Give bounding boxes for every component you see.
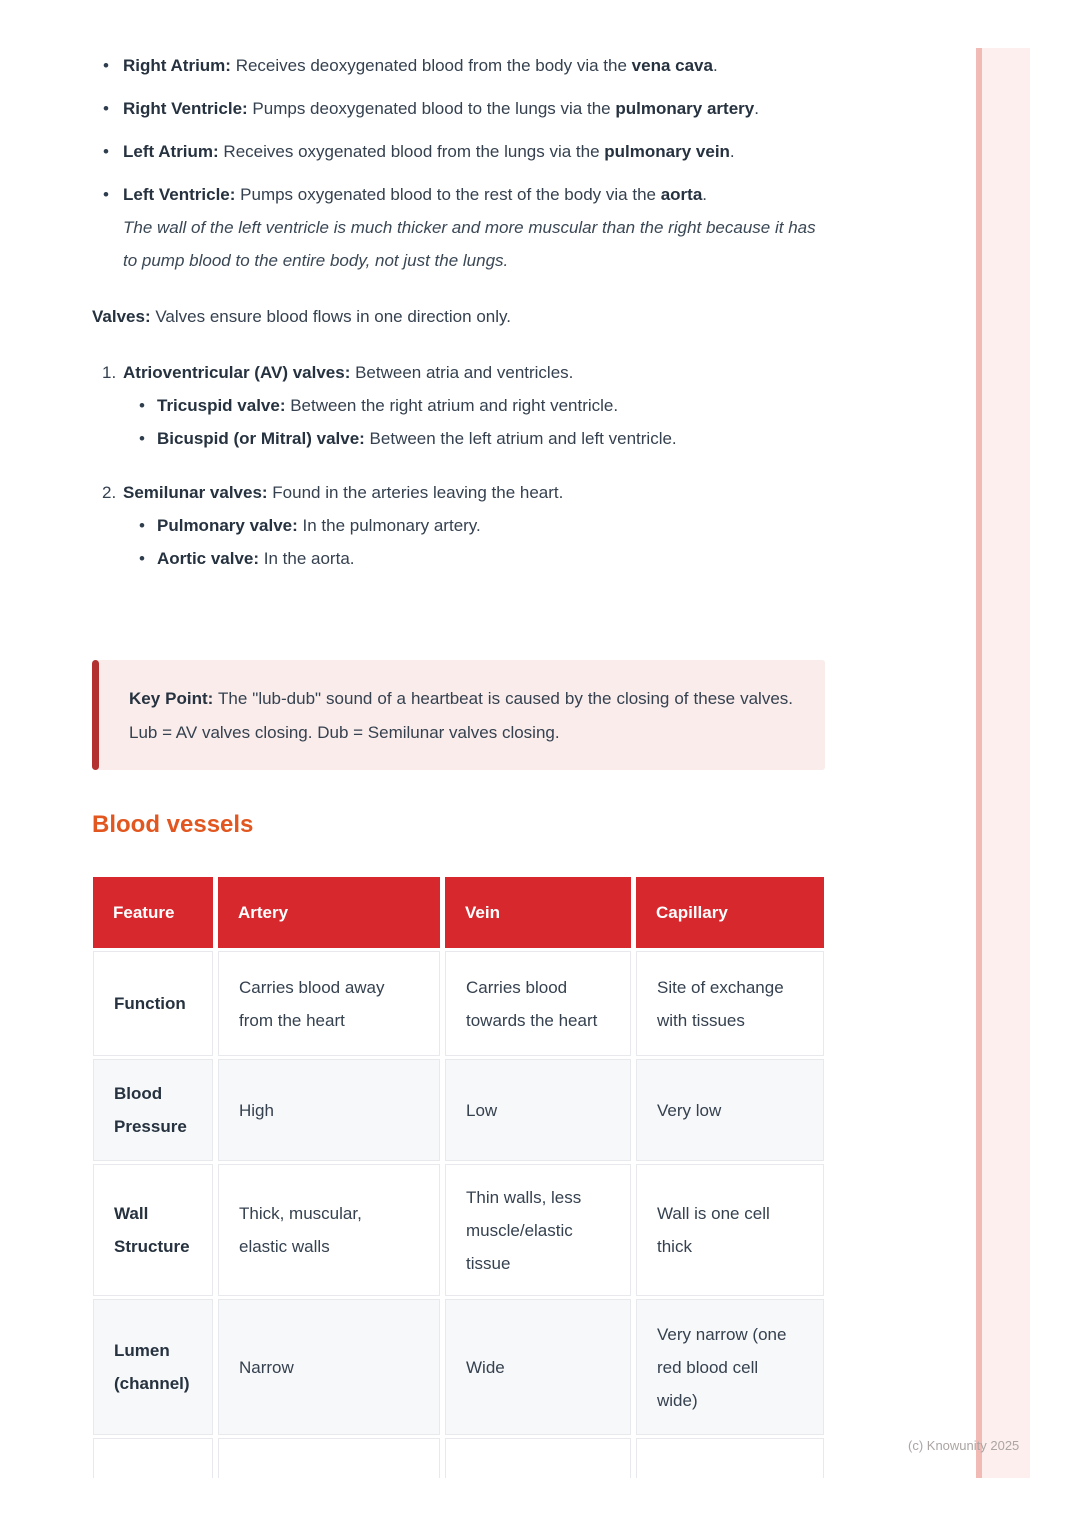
- text-run: Tricuspid valve:: [157, 396, 286, 415]
- list-item-text: [123, 135, 825, 168]
- text-run: .: [702, 185, 708, 204]
- table-cell: [445, 1164, 631, 1296]
- cell-text: Lumen (channel): [114, 1341, 190, 1393]
- text-run: Key Point:: [129, 689, 214, 708]
- table-cell: [445, 951, 631, 1056]
- bullet-icon: •: [139, 516, 145, 535]
- bullet-icon: •: [139, 396, 145, 415]
- cell-text: Carries blood towards the heart: [466, 977, 598, 1030]
- text-run: Pulmonary valve:: [157, 516, 298, 535]
- text-run: .: [729, 142, 735, 161]
- list-item-text: [123, 476, 825, 509]
- text-run: Between the left atrium and left ventricle.: [364, 429, 677, 448]
- table-cell: [636, 1164, 824, 1296]
- cell-text: Wide: [466, 1357, 505, 1377]
- list-item-left-ventricle: [92, 178, 825, 277]
- list-item-bicuspid: [123, 422, 825, 455]
- table-cell: [445, 1059, 631, 1161]
- text-run: Right Ventricle:: [123, 99, 248, 118]
- valves-intro-paragraph: [92, 300, 825, 333]
- cell-text: High: [239, 1100, 274, 1120]
- text-run: Valves ensure blood flows in one direction only.: [150, 307, 511, 326]
- text-run: Valves:: [92, 307, 151, 326]
- text-run: The wall of the left ventricle is much thicker and more muscular than the right because it has to pump blood to the entire body, not just the lungs.: [123, 218, 816, 270]
- text-run: Pumps oxygenated blood to the rest of the body via the: [235, 185, 661, 204]
- valve-types-list: [92, 356, 825, 575]
- list-item-aortic-valve: [123, 542, 825, 575]
- callout-accent-bar: [92, 660, 99, 770]
- text-run: Receives oxygenated blood from the lungs via the: [218, 142, 605, 161]
- header-label: Capillary: [656, 903, 728, 922]
- cell-text: Carries blood away from the heart: [239, 977, 385, 1030]
- table-cell: [445, 1299, 631, 1435]
- list-item-text: [123, 356, 825, 389]
- list-item-right-atrium: [92, 49, 825, 82]
- left-ventricle-note: [123, 211, 825, 277]
- cell-text: Very narrow (one red blood cell wide): [657, 1324, 787, 1410]
- copyright-watermark: (c) Knowunity 2025: [908, 1438, 1020, 1453]
- list-item-text: [157, 389, 825, 422]
- key-point-callout: [92, 660, 825, 770]
- bullet-icon: •: [139, 549, 145, 568]
- cell-text: Blood Pressure: [114, 1084, 187, 1136]
- text-run: vena cava: [631, 56, 713, 75]
- bullet-icon: •: [103, 99, 109, 118]
- list-item-right-ventricle: [92, 92, 825, 125]
- text-run: Between atria and ventricles.: [350, 363, 574, 382]
- cell-text: Wall is one cell thick: [657, 1204, 770, 1256]
- cell-text: Site of exchange with tissues: [657, 977, 784, 1030]
- table-header-artery: [218, 877, 440, 948]
- table-cell: [218, 1299, 440, 1435]
- text-run: aorta: [660, 185, 703, 204]
- table-cell-row-label: [93, 951, 213, 1056]
- list-item-tricuspid: [123, 389, 825, 422]
- text-run: Atrioventricular (AV) valves:: [123, 363, 351, 382]
- table-cell: [636, 951, 824, 1056]
- list-number: 2.: [102, 483, 117, 502]
- header-label: Artery: [238, 903, 289, 922]
- cell-text: Very low: [657, 1100, 722, 1120]
- av-valves-sublist: [123, 389, 825, 455]
- table-cell: [636, 1299, 824, 1435]
- text-run: Semilunar valves:: [123, 483, 268, 502]
- table-cell: [636, 1059, 824, 1161]
- table-header-feature: [93, 877, 213, 948]
- text-run: pulmonary vein: [604, 142, 730, 161]
- text-run: .: [754, 99, 759, 118]
- text-run: Receives deoxygenated blood from the body via the: [230, 56, 632, 75]
- text-run: Pumps deoxygenated blood to the lungs via the: [247, 99, 616, 118]
- list-number: 1.: [102, 363, 117, 382]
- section-heading-blood-vessels: Blood vessels: [92, 811, 254, 838]
- text-run: In the pulmonary artery.: [297, 516, 481, 535]
- text-run: pulmonary artery: [615, 99, 755, 118]
- header-label: Vein: [465, 903, 500, 922]
- bullet-icon: •: [103, 142, 109, 161]
- cell-text: Function: [114, 994, 186, 1013]
- list-item-text: [123, 49, 825, 82]
- text-run: In the aorta.: [259, 549, 355, 568]
- page-edge-stripe: [976, 48, 1030, 1478]
- key-point-text: [129, 682, 793, 750]
- table-cell: [218, 951, 440, 1056]
- cell-text: Wall Structure: [114, 1204, 190, 1256]
- list-item-text: [157, 509, 825, 542]
- text-run: Bicuspid (or Mitral) valve:: [157, 429, 365, 448]
- header-label: Feature: [113, 903, 175, 922]
- text-run: Between the right atrium and right ventricle.: [285, 396, 619, 415]
- blood-vessels-table: [93, 877, 824, 1478]
- bullet-icon: •: [103, 56, 109, 75]
- table-cell-empty: [445, 1438, 631, 1478]
- notes-content: [92, 49, 825, 575]
- semilunar-valves-sublist: [123, 509, 825, 575]
- text-run: The "lub-dub" sound of a heartbeat is caused by the closing of these valves. Lub = AV valves closing. Dub = Semilunar valves closing.: [129, 689, 793, 742]
- list-item-pulmonary-valve: [123, 509, 825, 542]
- cell-text: Narrow: [239, 1357, 294, 1377]
- table-cell-empty: [93, 1438, 213, 1478]
- cell-text: Thick, muscular, elastic walls: [239, 1204, 362, 1256]
- text-run: .: [712, 56, 718, 75]
- text-run: Aortic valve:: [157, 549, 260, 568]
- text-run: Right Atrium:: [123, 56, 231, 75]
- list-item-text: [157, 542, 825, 575]
- cell-text: Thin walls, less muscle/elastic tissue: [466, 1187, 582, 1273]
- list-item-semilunar-valves: [92, 476, 825, 575]
- table-cell-row-label: [93, 1059, 213, 1161]
- list-item-text: [123, 92, 825, 125]
- text-run: Found in the arteries leaving the heart.: [267, 483, 564, 502]
- table-cell-row-label: [93, 1164, 213, 1296]
- cell-text: Low: [466, 1100, 498, 1120]
- bullet-icon: •: [139, 429, 145, 448]
- text-run: Left Ventricle:: [123, 185, 236, 204]
- table-cell: [218, 1059, 440, 1161]
- text-run: Left Atrium:: [123, 142, 219, 161]
- heart-chambers-list: [92, 49, 825, 277]
- list-item-text: [157, 422, 825, 455]
- table-header-capillary: [636, 877, 824, 948]
- list-item-left-atrium: [92, 135, 825, 168]
- list-item-av-valves: [92, 356, 825, 455]
- table-cell: [218, 1164, 440, 1296]
- list-item-text: [123, 178, 825, 211]
- table-header-vein: [445, 877, 631, 948]
- table-cell-empty: [218, 1438, 440, 1478]
- table-cell-row-label: [93, 1299, 213, 1435]
- table-cell-empty: [636, 1438, 824, 1478]
- bullet-icon: •: [103, 185, 109, 204]
